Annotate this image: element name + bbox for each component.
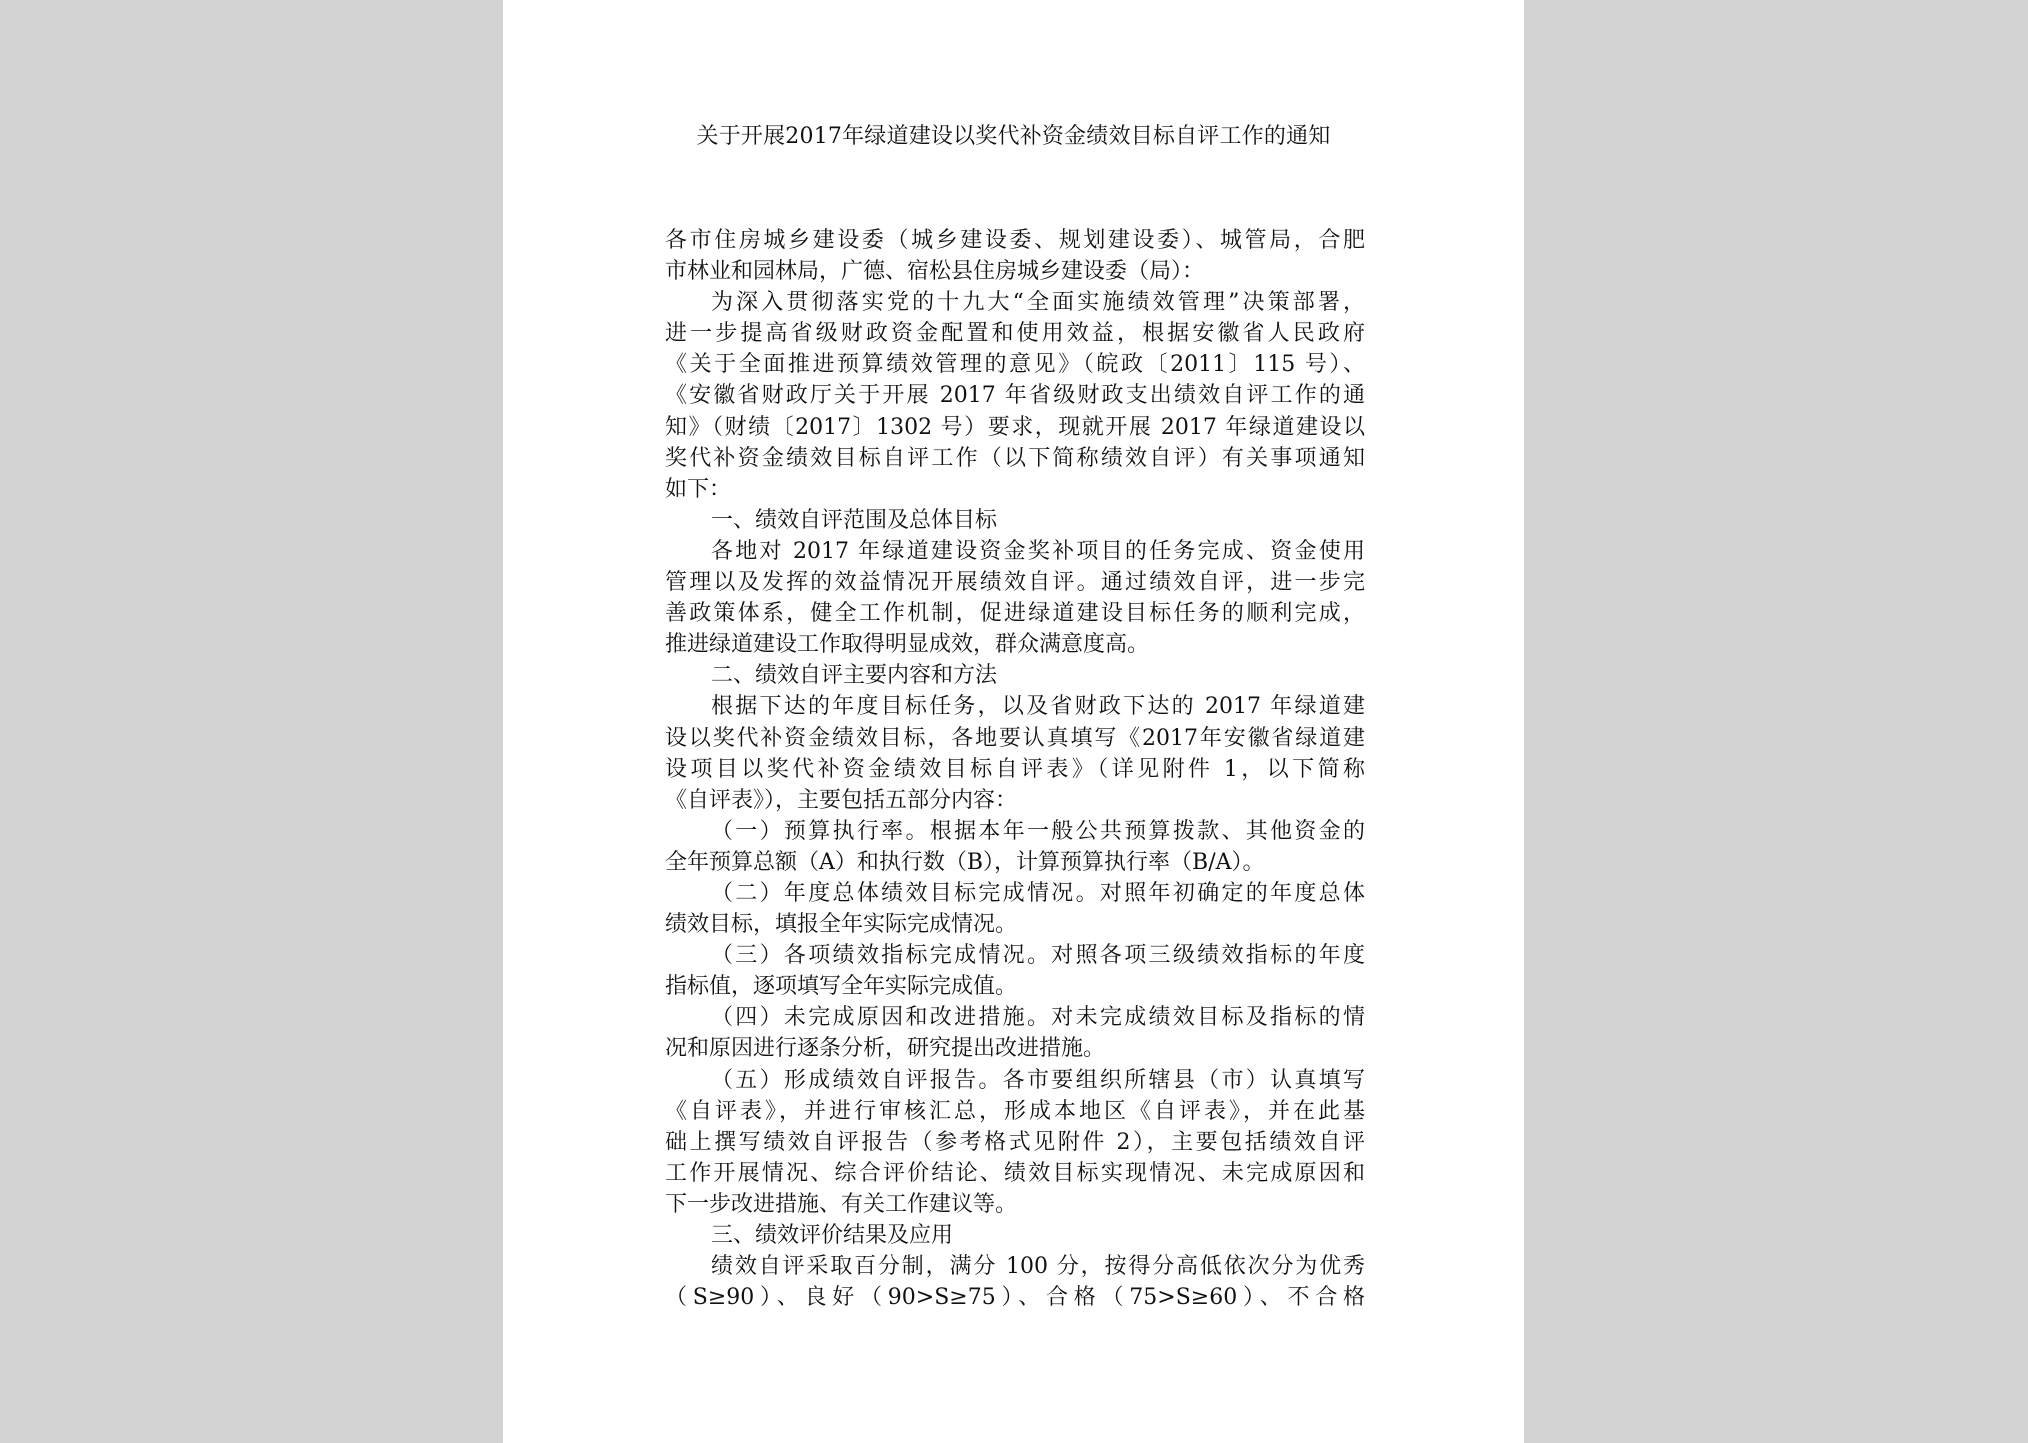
text-line: 各市住房城乡建设委（城乡建设委、规划建设委）、城管局，合肥 — [665, 228, 1365, 253]
text-line: 三、绩效评价结果及应用 — [711, 1223, 954, 1248]
text-line: （四）未完成原因和改进措施。对未完成绩效目标及指标的情 — [711, 1005, 1365, 1031]
text-line: 《自评表》，并进行审核汇总，形成本地区《自评表》，并在此基 — [665, 1098, 1365, 1124]
text-line: 况和原因进行逐条分析，研究提出改进措施。 — [665, 1036, 1106, 1062]
document-title: 关于开展2017年绿道建设以奖代补资金绩效目标自评工作的通知 — [696, 124, 1331, 149]
text-line: 各地对 2017 年绿道建设资金奖补项目的任务完成、资金使用 — [711, 538, 1365, 564]
text-line: 《自评表》），主要包括五部分内容： — [665, 787, 1018, 813]
text-line: 指标值，逐项填写全年实际完成值。 — [665, 974, 1018, 1000]
text-line: 进一步提高省级财政资金配置和使用效益，根据安徽省人民政府 — [665, 321, 1365, 347]
text-line: 设以奖代补资金绩效目标，各地要认真填写《2017年安徽省绿道建 — [665, 725, 1365, 751]
text-line: （五）形成绩效自评报告。各市要组织所辖县（市）认真填写 — [711, 1067, 1365, 1093]
text-line: 全年预算总额（A）和执行数（B），计算预算执行率（B/A）。 — [665, 849, 1265, 875]
text-line: 下一步改进措施、有关工作建议等。 — [665, 1191, 1018, 1217]
text-line: 工作开展情况、综合评价结论、绩效目标实现情况、未完成原因和 — [665, 1160, 1365, 1186]
text-line: 奖代补资金绩效目标自评工作（以下简称绩效自评）有关事项通知 — [665, 445, 1365, 471]
text-line: （S≥90）、良好（90>S≥75）、合格（75>S≥60）、不合格 — [665, 1285, 1365, 1311]
text-line: （二）年度总体绩效目标完成情况。对照年初确定的年度总体 — [711, 880, 1365, 906]
text-line: 二、绩效自评主要内容和方法 — [711, 663, 998, 689]
text-line: 础上撰写绩效自评报告（参考格式见附件 2），主要包括绩效自评 — [665, 1129, 1365, 1155]
text-line: 绩效自评采取百分制，满分 100 分，按得分高低依次分为优秀 — [711, 1254, 1365, 1280]
text-line: 推进绿道建设工作取得明显成效，群众满意度高。 — [665, 632, 1150, 658]
text-line: 如下： — [665, 476, 732, 502]
text-line: （三）各项绩效指标完成情况。对照各项三级绩效指标的年度 — [711, 943, 1365, 969]
text-line: 设项目以奖代补资金绩效目标自评表》（详见附件 1，以下简称 — [665, 756, 1365, 782]
document-body — [665, 225, 1365, 1313]
text-line: 绩效目标，填报全年实际完成情况。 — [665, 912, 1018, 938]
text-line: 善政策体系，健全工作机制，促进绿道建设目标任务的顺利完成， — [665, 601, 1365, 627]
text-line: （一）预算执行率。根据本年一般公共预算拨款、其他资金的 — [711, 818, 1365, 844]
text-line: 市林业和园林局，广德、宿松县住房城乡建设委（局）： — [665, 259, 1205, 285]
text-line: 为深入贯彻落实党的十九大“全面实施绩效管理”决策部署， — [711, 290, 1365, 316]
text-line: 管理以及发挥的效益情况开展绩效自评。通过绩效自评，进一步完 — [665, 570, 1365, 596]
text-line: 知》（财绩〔2017〕1302 号）要求，现就开展 2017 年绿道建设以 — [665, 414, 1365, 440]
text-line: 《安徽省财政厅关于开展 2017 年省级财政支出绩效自评工作的通 — [665, 383, 1365, 409]
text-line: 根据下达的年度目标任务，以及省财政下达的 2017 年绿道建 — [711, 694, 1365, 720]
text-line: 一、绩效自评范围及总体目标 — [711, 507, 998, 533]
text-line: 《关于全面推进预算绩效管理的意见》（皖政〔2011〕115 号）、 — [665, 352, 1365, 378]
document-page — [503, 0, 1524, 1443]
